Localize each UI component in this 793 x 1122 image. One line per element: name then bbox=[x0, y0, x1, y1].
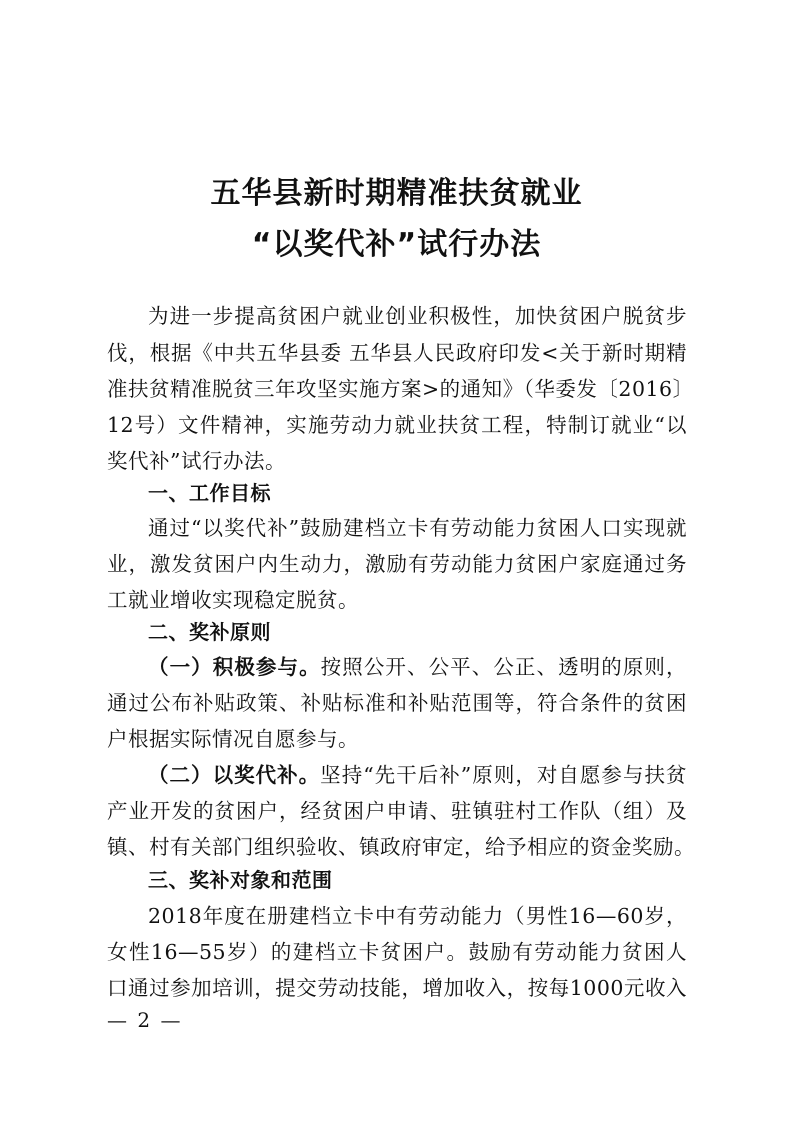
section-3-line-3: 口通过参加培训，提交劳动技能，增加收入，按每1000元收入 bbox=[107, 976, 687, 1000]
section-1-line-2: 业，激发贫困户内生动力，激励有劳动能力贫困户家庭通过务 bbox=[107, 552, 687, 576]
section-2-item-1-line-2: 通过公布补贴政策、补贴标准和补贴范围等，符合条件的贫困 bbox=[107, 691, 687, 715]
section-1-line-3: 工就业增收实现稳定脱贫。 bbox=[107, 588, 359, 612]
page-number: — 2 — bbox=[107, 1008, 183, 1032]
section-3-heading: 三、奖补对象和范围 bbox=[148, 868, 333, 892]
section-2-item-1-first-line bbox=[148, 653, 687, 681]
document-title-line-1: 五华县新时期精准扶贫就业 bbox=[210, 176, 583, 211]
section-1-heading: 一、工作目标 bbox=[148, 481, 271, 505]
intro-line-2: 伐，根据《中共五华县委 五华县人民政府印发<关于新时期精 bbox=[107, 341, 687, 365]
section-3-line-1: 2018年度在册建档立卡中有劳动能力（男性16—60岁， bbox=[148, 904, 687, 928]
section-2-item-2-first-line-rest: 坚持“先干后补”原则，对自愿参与扶贫 bbox=[320, 763, 687, 787]
section-2-item-2-line-2: 产业开发的贫困户，经贫困户申请、驻镇驻村工作队（组）及 bbox=[107, 799, 687, 823]
intro-line-1: 为进一步提高贫困户就业创业积极性，加快贫困户脱贫步 bbox=[148, 304, 687, 328]
section-1-line-1: 通过“以奖代补”鼓励建档立卡有劳动能力贫困人口实现就 bbox=[148, 516, 687, 540]
section-2-item-2-lead: （二）以奖代补。 bbox=[148, 763, 321, 787]
section-2-item-1-line-3: 户根据实际情况自愿参与。 bbox=[107, 727, 359, 751]
document-title-line-2: “以奖代补”试行办法 bbox=[251, 227, 542, 262]
section-2-item-2-first-line bbox=[148, 761, 687, 789]
section-2-item-1-lead: （一）积极参与。 bbox=[148, 655, 321, 679]
section-2-item-2-line-3: 镇、村有关部门组织验收、镇政府审定，给予相应的资金奖励。 bbox=[107, 835, 695, 859]
section-3-line-2: 女性16—55岁）的建档立卡贫困户。鼓励有劳动能力贫困人 bbox=[107, 940, 687, 964]
intro-line-5: 奖代补”试行办法。 bbox=[107, 449, 286, 473]
intro-line-4: 12号）文件精神，实施劳动力就业扶贫工程，特制订就业“以 bbox=[107, 413, 687, 437]
section-2-item-1-first-line-rest: 按照公开、公平、公正、透明的原则， bbox=[320, 655, 688, 679]
section-2-heading: 二、奖补原则 bbox=[148, 620, 271, 644]
intro-line-3: 准扶贫精准脱贫三年攻坚实施方案>的通知》（华委发〔2016〕 bbox=[107, 377, 694, 401]
